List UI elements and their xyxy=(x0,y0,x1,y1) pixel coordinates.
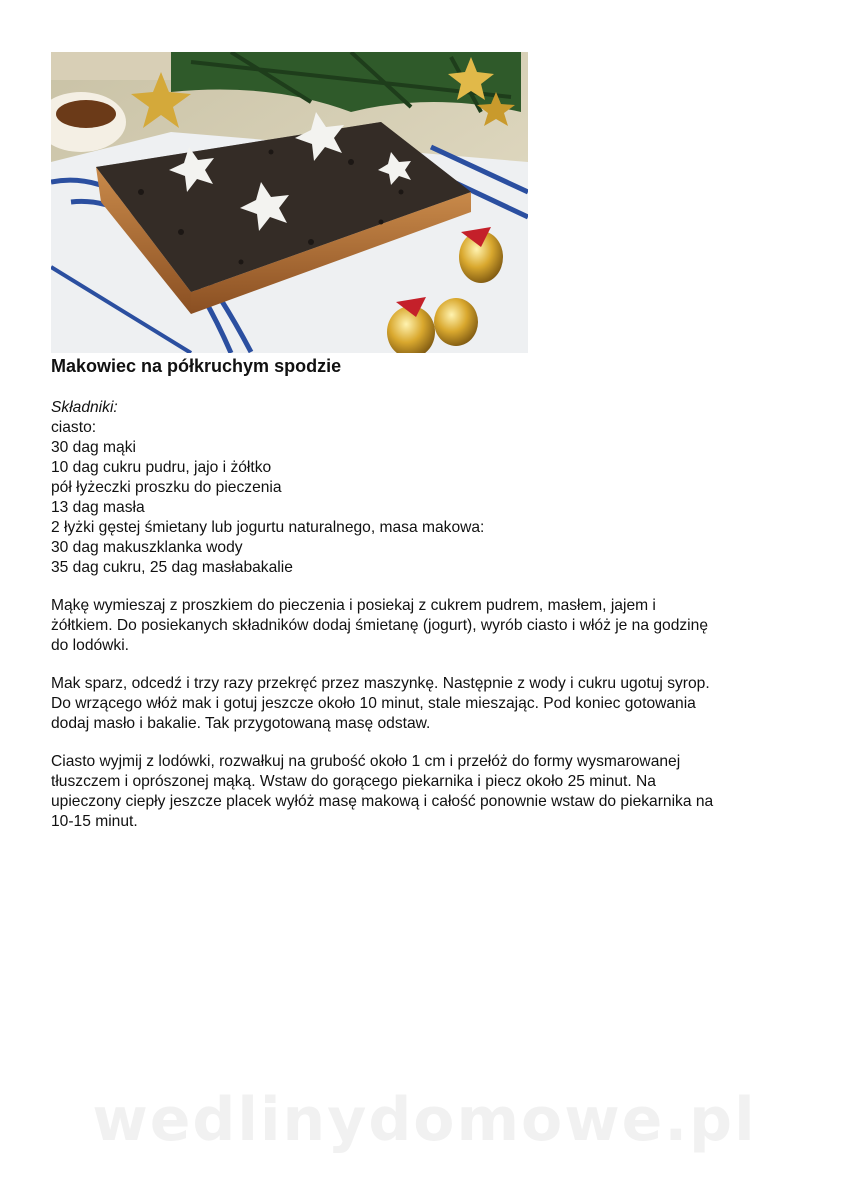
poppy-seed-cake-image xyxy=(51,52,528,353)
ingredients-heading: Składniki: xyxy=(51,399,118,416)
ingredient-line: pół łyżeczki proszku do pieczenia xyxy=(51,479,282,496)
ingredient-line: 2 łyżki gęstej śmietany lub jogurtu naturalnego, masa makowa: xyxy=(51,519,485,536)
ingredient-line: 30 dag mąki xyxy=(51,439,136,456)
ingredients-section xyxy=(51,398,811,578)
ingredient-line: 30 dag makuszklanka wody xyxy=(51,539,243,556)
instruction-paragraph xyxy=(51,596,811,656)
paragraph-line: Ciasto wyjmij z lodówki, rozwałkuj na grubość około 1 cm i przełóż do formy wysmarowanej xyxy=(51,753,681,770)
paragraph-line: Do wrzącego włóż mak i gotuj jeszcze około 10 minut, stale mieszając. Pod koniec gotowania xyxy=(51,695,696,712)
ingredient-line: 35 dag cukru, 25 dag masłabakalie xyxy=(51,559,293,576)
recipe-title: Makowiec na półkruchym spodzie xyxy=(51,356,342,376)
paragraph-line: tłuszczem i oprószonej mąką. Wstaw do gorącego piekarnika i piecz około 25 minut. Na xyxy=(51,773,656,790)
instruction-paragraph xyxy=(51,752,811,832)
site-watermark: wedlinydomowe.pl xyxy=(92,1085,757,1155)
instruction-paragraph xyxy=(51,674,811,734)
ingredient-line: 10 dag cukru pudru, jajo i żółtko xyxy=(51,459,272,476)
ingredient-line: 13 dag masła xyxy=(51,499,145,516)
paragraph-line: upieczony ciepły jeszcze placek wyłóż masę makową i całość ponownie wstaw do piekarnika na xyxy=(51,793,714,810)
paragraph-line: dodaj masło i bakalie. Tak przygotowaną masę odstaw. xyxy=(51,715,431,732)
recipe-photo xyxy=(51,52,528,353)
paragraph-line: do lodówki. xyxy=(51,637,130,654)
paragraph-line: 10-15 minut. xyxy=(51,813,138,830)
ingredient-line: ciasto: xyxy=(51,419,97,436)
paragraph-line: Mak sparz, odcedź i trzy razy przekręć przez maszynkę. Następnie z wody i cukru ugotuj syrop. xyxy=(51,675,710,692)
recipe-body xyxy=(51,398,811,832)
paragraph-line: żółtkiem. Do posiekanych składników dodaj śmietanę (jogurt), wyrób ciasto i włóż je na godzinę xyxy=(51,617,708,634)
paragraph-line: Mąkę wymieszaj z proszkiem do pieczenia i posiekaj z cukrem pudrem, masłem, jajem i xyxy=(51,597,656,614)
